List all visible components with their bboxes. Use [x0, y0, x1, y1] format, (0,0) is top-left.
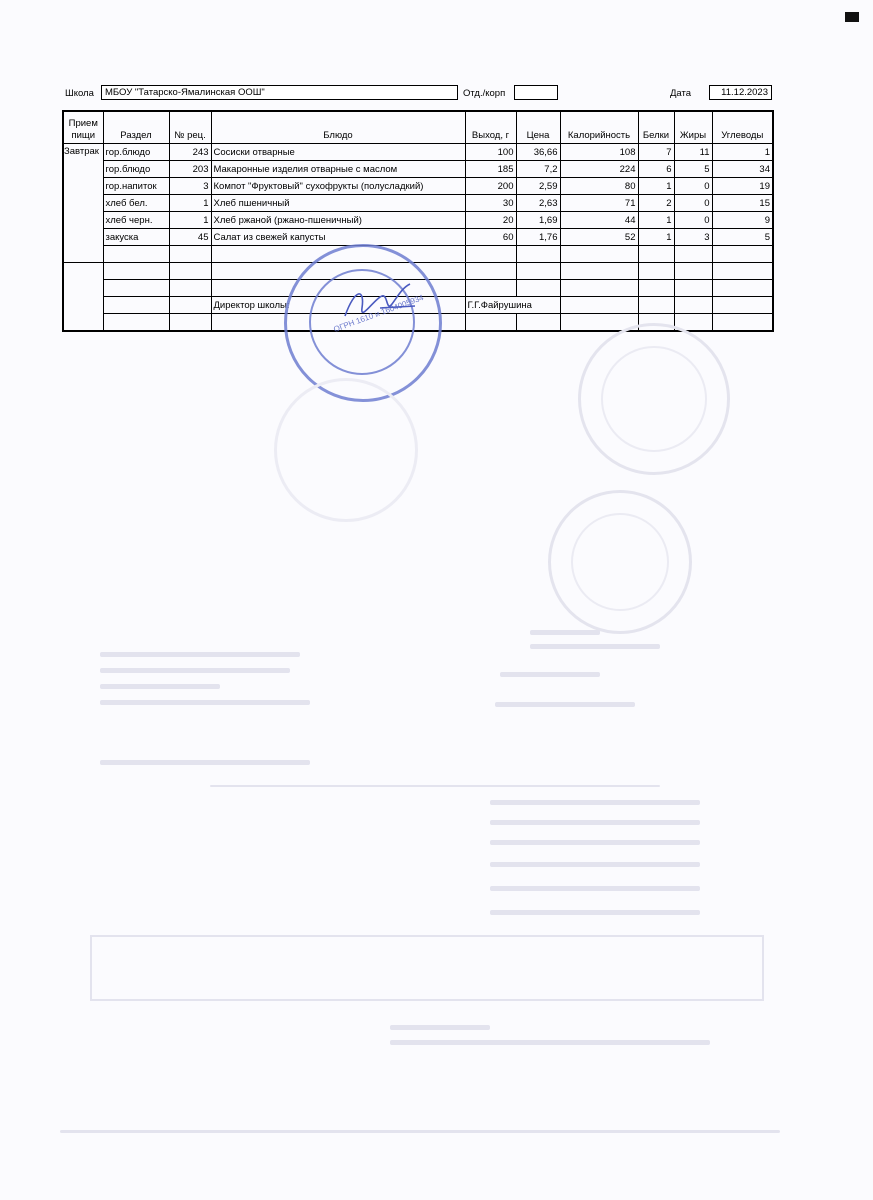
school-field: МБОУ "Татарско-Ямалинская ООШ": [101, 85, 458, 100]
show-through-line: [210, 785, 660, 787]
col-header-dish: Блюдо: [211, 111, 465, 144]
protein-cell: 1: [638, 212, 674, 229]
show-through-text: [500, 672, 600, 677]
show-through-text: [390, 1040, 710, 1045]
show-through-text: [495, 702, 635, 707]
show-through-text: [100, 700, 310, 705]
recipe-cell: 1: [169, 212, 211, 229]
col-header-calories: Калорийность: [560, 111, 638, 144]
table-row: [63, 195, 773, 212]
calories-cell: 71: [560, 195, 638, 212]
dish-cell: Салат из свежей капусты: [211, 229, 465, 246]
price-cell: 36,66: [516, 144, 560, 161]
page-edge: [845, 0, 873, 1200]
price-cell: 1,76: [516, 229, 560, 246]
recipe-cell: 45: [169, 229, 211, 246]
faint-stamp: [548, 490, 692, 634]
faint-stamp: [578, 323, 730, 475]
show-through-text: [490, 840, 700, 845]
table-row: [63, 178, 773, 195]
stamp-text: ОГРН 1610 и 1604005934: [332, 293, 425, 334]
price-cell: 2,63: [516, 195, 560, 212]
col-header-protein: Белки: [638, 111, 674, 144]
calories-cell: 44: [560, 212, 638, 229]
dish-cell: Компот "Фруктовый" сухофрукты (полусладкий): [211, 178, 465, 195]
show-through-table: [90, 935, 764, 1001]
show-through-text: [100, 684, 220, 689]
section-cell: гор.блюдо: [103, 144, 169, 161]
date-field: 11.12.2023: [709, 85, 772, 100]
date-label: Дата: [670, 88, 692, 99]
protein-cell: 6: [638, 161, 674, 178]
section-cell: хлеб бел.: [103, 195, 169, 212]
section-cell: хлеб черн.: [103, 212, 169, 229]
fat-cell: 5: [674, 161, 712, 178]
recipe-cell: 3: [169, 178, 211, 195]
yield-cell: 200: [465, 178, 516, 195]
section-cell: закуска: [103, 229, 169, 246]
fat-cell: 3: [674, 229, 712, 246]
protein-cell: 1: [638, 229, 674, 246]
col-header-price: Цена: [516, 111, 560, 144]
fat-cell: 0: [674, 212, 712, 229]
show-through-line: [60, 1130, 780, 1133]
carbs-cell: 19: [712, 178, 773, 195]
calories-cell: 224: [560, 161, 638, 178]
table-row: [63, 229, 773, 246]
table-row-empty: [63, 246, 773, 263]
scan-mark: [845, 12, 859, 22]
protein-cell: 2: [638, 195, 674, 212]
table-row: [63, 212, 773, 229]
yield-cell: 20: [465, 212, 516, 229]
protein-cell: 7: [638, 144, 674, 161]
calories-cell: 80: [560, 178, 638, 195]
director-label: Директор школы:: [211, 297, 465, 314]
school-label: Школа: [65, 88, 94, 99]
dept-label: Отд./корп: [463, 88, 506, 99]
dish-cell: Сосиски отварные: [211, 144, 465, 161]
dept-field: [514, 85, 558, 100]
director-name: Г.Г.Файрушина: [465, 297, 560, 314]
calories-cell: 52: [560, 229, 638, 246]
recipe-cell: 203: [169, 161, 211, 178]
show-through-text: [490, 886, 700, 891]
fat-cell: 0: [674, 195, 712, 212]
fat-cell: 11: [674, 144, 712, 161]
show-through-text: [490, 820, 700, 825]
show-through-text: [100, 652, 300, 657]
show-through-text: [530, 630, 600, 635]
dish-cell: Хлеб пшеничный: [211, 195, 465, 212]
carbs-cell: 9: [712, 212, 773, 229]
carbs-cell: 5: [712, 229, 773, 246]
faint-stamp: [274, 378, 418, 522]
yield-cell: 60: [465, 229, 516, 246]
meal-cell-empty: [63, 263, 103, 332]
col-header-recipe: № рец.: [169, 111, 211, 144]
protein-cell: 1: [638, 178, 674, 195]
yield-cell: 100: [465, 144, 516, 161]
recipe-cell: 1: [169, 195, 211, 212]
carbs-cell: 1: [712, 144, 773, 161]
fat-cell: 0: [674, 178, 712, 195]
show-through-text: [490, 910, 700, 915]
col-header-fat: Жиры: [674, 111, 712, 144]
table-row: [63, 144, 773, 161]
col-header-yield: Выход, г: [465, 111, 516, 144]
col-header-meal: Прием пищи: [63, 111, 103, 144]
col-header-section: Раздел: [103, 111, 169, 144]
carbs-cell: 15: [712, 195, 773, 212]
price-cell: 1,69: [516, 212, 560, 229]
show-through-text: [530, 644, 660, 649]
price-cell: 2,59: [516, 178, 560, 195]
show-through-text: [100, 760, 310, 765]
show-through-text: [100, 668, 290, 673]
meal-cell: Завтрак: [63, 144, 103, 263]
table-row: [63, 161, 773, 178]
section-cell: гор.блюдо: [103, 161, 169, 178]
price-cell: 7,2: [516, 161, 560, 178]
carbs-cell: 34: [712, 161, 773, 178]
yield-cell: 30: [465, 195, 516, 212]
table-header-row: [63, 111, 773, 144]
show-through-text: [390, 1025, 490, 1030]
director-signature: [340, 278, 420, 328]
recipe-cell: 243: [169, 144, 211, 161]
section-cell: гор.напиток: [103, 178, 169, 195]
col-header-carbs: Углеводы: [712, 111, 773, 144]
dish-cell: Хлеб ржаной (ржано-пшеничный): [211, 212, 465, 229]
show-through-text: [490, 862, 700, 867]
yield-cell: 185: [465, 161, 516, 178]
calories-cell: 108: [560, 144, 638, 161]
dish-cell: Макаронные изделия отварные с маслом: [211, 161, 465, 178]
show-through-text: [490, 800, 700, 805]
